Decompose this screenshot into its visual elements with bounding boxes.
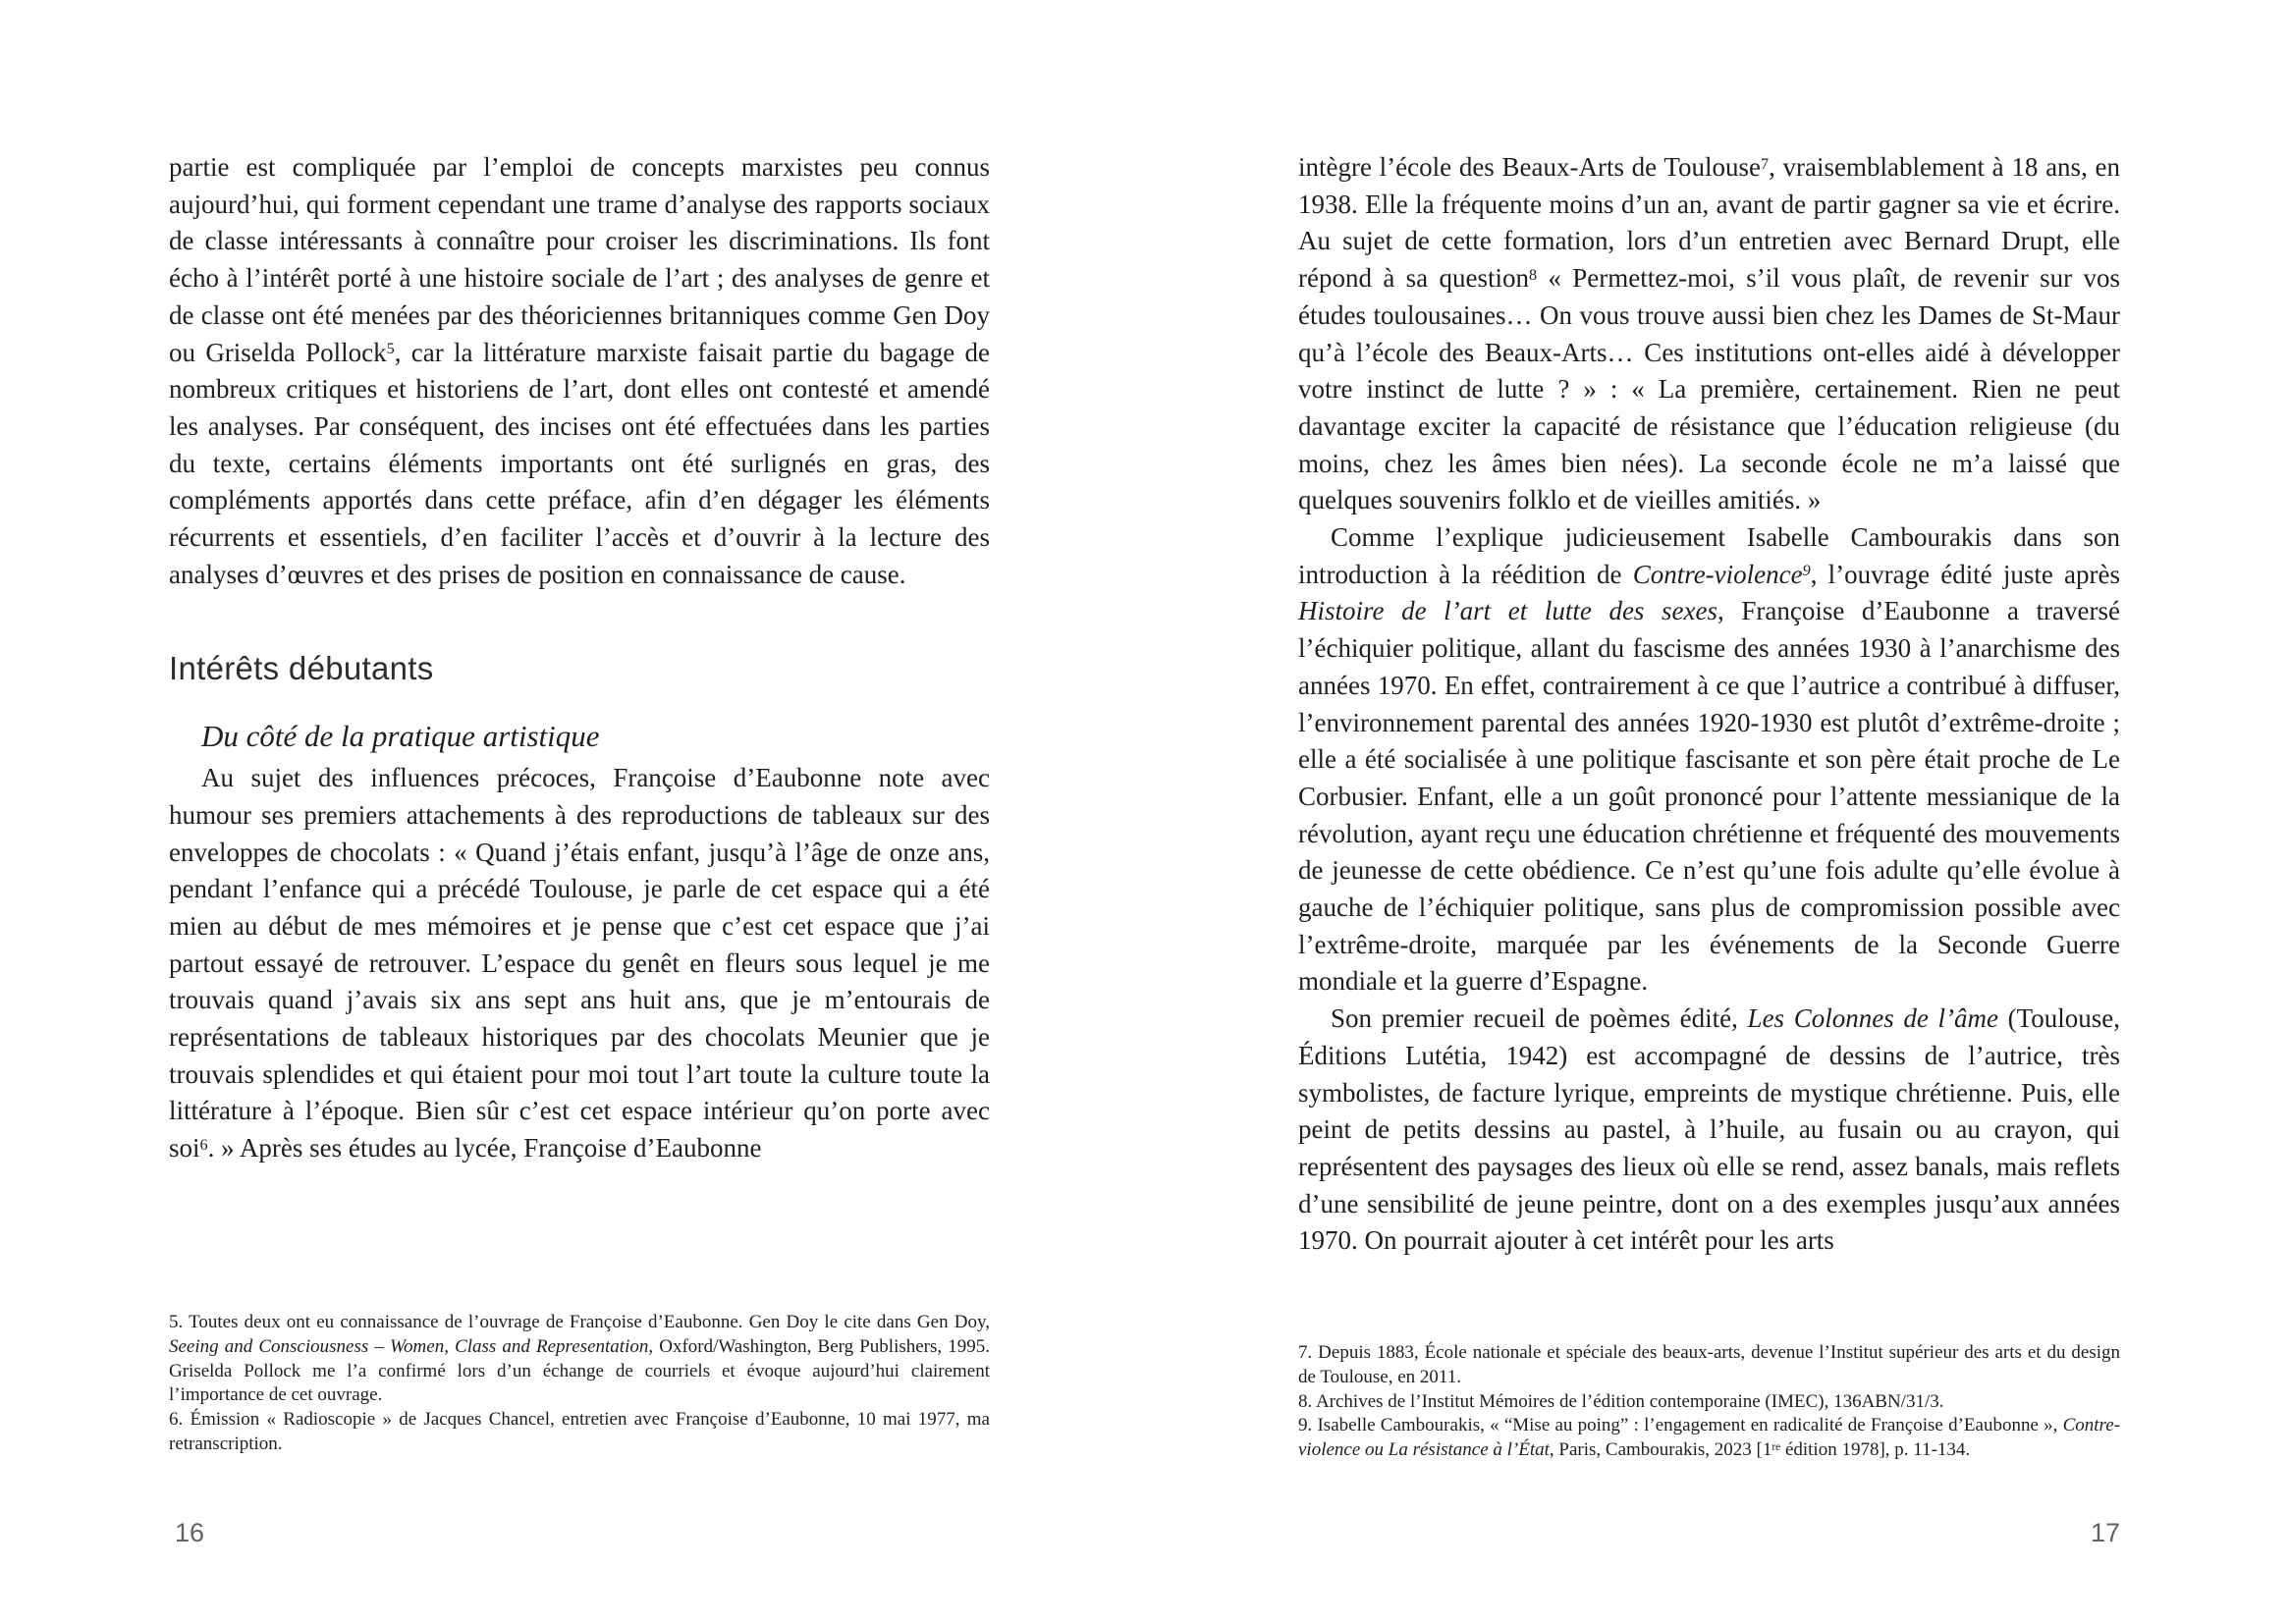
paragraph-continuation: intègre l’école des Beaux-Arts de Toulouse$^7$, vraisemblablement à 18 ans, en 1938. Elle la fréquente moins d’un an, avant de partir gagner sa vie et écrire. Au sujet de cette formation, lors d’un entretien avec Bernard Drupt, elle répond à sa question$^8$ « Permettez-moi, s’il vous plaît, de revenir sur vos études toulousaines… On vous trouve aussi bien chez les Dames de St-Maur qu’à l’école des Beaux-Arts… Ces institutions ont-elles aidé à développer votre instinct de lutte ? » : « La première, certainement. Rien ne peut davantage exciter la capacité de résistance que l’éducation religieuse (du moins, chez les âmes bien nées). La seconde école ne m’a laissé que quelques souvenirs folklo et de vieilles amitiés. » (1298, 152, 2121, 515)
footnote-9: 9. Isabelle Cambourakis, « “Mise au poing” : l’engagement en radicalité de Françoise d’Eaubonne », Contre-violence ou La résistance à l’État, Paris, Cambourakis, 2023 [1re édition 1978], p. 11-134. (1298, 1415, 2120, 1461)
footnote-7: 7. Depuis 1883, École nationale et spéciale des beaux-arts, devenue l’Institut supérieur des arts et du design de Toulouse, en 2011. (1298, 1342, 2120, 1387)
page-right (1144, 0, 2289, 1624)
footnotes-left (169, 1311, 990, 1457)
paragraph: Son premier recueil de poèmes édité, Les Colonnes de l’âme (Toulouse, Éditions Lutétia, 1942) est accompagné de dessins de l’autrice, très symbolistes, de facture lyrique, empreints de mystique chrétienne. Puis, elle peint de petits dessins au pastel, à l’huile, au fusain ou au crayon, qui représentent des paysages des lieux où elle se rend, assez banals, mais reflets d’une sensibilité de jeune peintre, dont on a des exemples jusqu’aux années 1970. On pourrait ajouter à cet intérêt pour les arts (1298, 1003, 2120, 1256)
page-left (0, 0, 1144, 1624)
footnotes-right (1298, 1341, 2120, 1463)
paragraph-continuation: partie est compliquée par l’emploi de concepts marxistes peu connus aujourd’hui, qui forment cependant une trame d’analyse des rapports sociaux de classe intéressants à connaître pour croiser les discriminations. Ils font écho à l’intérêt porté à une histoire sociale de l’art ; des analyses de genre et de classe ont été menées par des théoriciennes britanniques comme Gen Doy ou Griselda Pollock$^5$, car la littérature marxiste faisait partie du bagage de nombreux critiques et historiens de l’art, dont elles ont contesté et amendé les analyses. Par conséquent, des incises ont été effectuées dans les parties du texte, certains éléments importants ont été surlignés en gras, des compléments apportés dans cette préface, afin d’en dégager les éléments récurrents et essentiels, d’en faciliter l’accès et d’ouvrir à la lecture des analyses d’œuvres et des prises de position en connaissance de cause. (169, 152, 990, 589)
footnote-8: 8. Archives de l’Institut Mémoires de l’édition contemporaine (IMEC), 136ABN/31/3. (1298, 1390, 1944, 1412)
paragraph: Comme l’explique judicieusement Isabelle Cambourakis dans son introduction à la réédition de Contre-violence$^9$, l’ouvrage édité juste après Histoire de l’art et lutte des sexes, Françoise d’Eaubonne a traversé l’échiquier politique, allant du fascisme des années 1930 à l’anarchisme des années 1970. En effet, contrairement à ce que l’autrice a contribué à diffuser, l’environnement parental des années 1920-1930 est plutôt d’extrême-droite ; elle a été socialisée à une politique fascisante et son père était proche de Le Corbusier. Enfant, elle a un goût prononcé pour l’attente messianique de la révolution, ayant reçu une éducation chrétienne et fréquenté des mouvements de jeunesse de cette obédience. Ce n’est qu’une fois adulte qu’elle évolue à gauche de l’échiquier politique, sans plus de compromission possible avec l’extrême-droite, marquée par les événements de la Seconde Guerre mondiale et la guerre d’Espagne. (1298, 522, 2120, 997)
footnote-6: 6. Émission « Radioscopie » de Jacques Chancel, entretien avec Françoise d’Eaubonne, 10 mai 1977, ma retranscription. (169, 1409, 990, 1454)
left-text-column (169, 149, 990, 1167)
footnote-5: 5. Toutes deux ont eu connaissance de l’ouvrage de Françoise d’Eaubonne. Gen Doy le cite dans Gen Doy, Seeing and Consciousness – Women, Class and Representation, Oxford/Washington, Berg Publishers, 1995. Griselda Pollock me l’a confirmé lors d’un échange de courriels et évoque aujourd’hui clairement l’importance de cet ouvrage. (169, 1312, 991, 1406)
page-number-right: 17 (2090, 1518, 2120, 1547)
section-heading: Intérêts débutants (169, 650, 434, 687)
page-number-left: 16 (175, 1518, 205, 1547)
paragraph: Au sujet des influences précoces, Françoise d’Eaubonne note avec humour ses premiers attachements à des reproductions de tableaux sur des enveloppes de chocolats : « Quand j’étais enfant, jusqu’à l’âge de onze ans, pendant l’enfance qui a précédé Toulouse, je parle de cet espace qui a été mien au début de mes mémoires et je pense que c’est cet espace que j’ai partout essayé de retrouver. L’espace du genêt en fleurs sous lequel je me trouvais quand j’avais six ans sept ans huit ans, que je m’entourais de représentations de tableaux historiques par des chocolats Meunier que je trouvais splendides et qui étaient pour moi tout l’art toute la culture toute la littérature à l’époque. Bien sûr c’est cet espace intérieur qu’on porte avec soi$^6$. » Après ses études au lycée, Françoise d’Eaubonne (169, 763, 990, 1164)
right-text-column (1298, 149, 2120, 1260)
subsection-heading: Du côté de la pratique artistique (201, 719, 600, 754)
